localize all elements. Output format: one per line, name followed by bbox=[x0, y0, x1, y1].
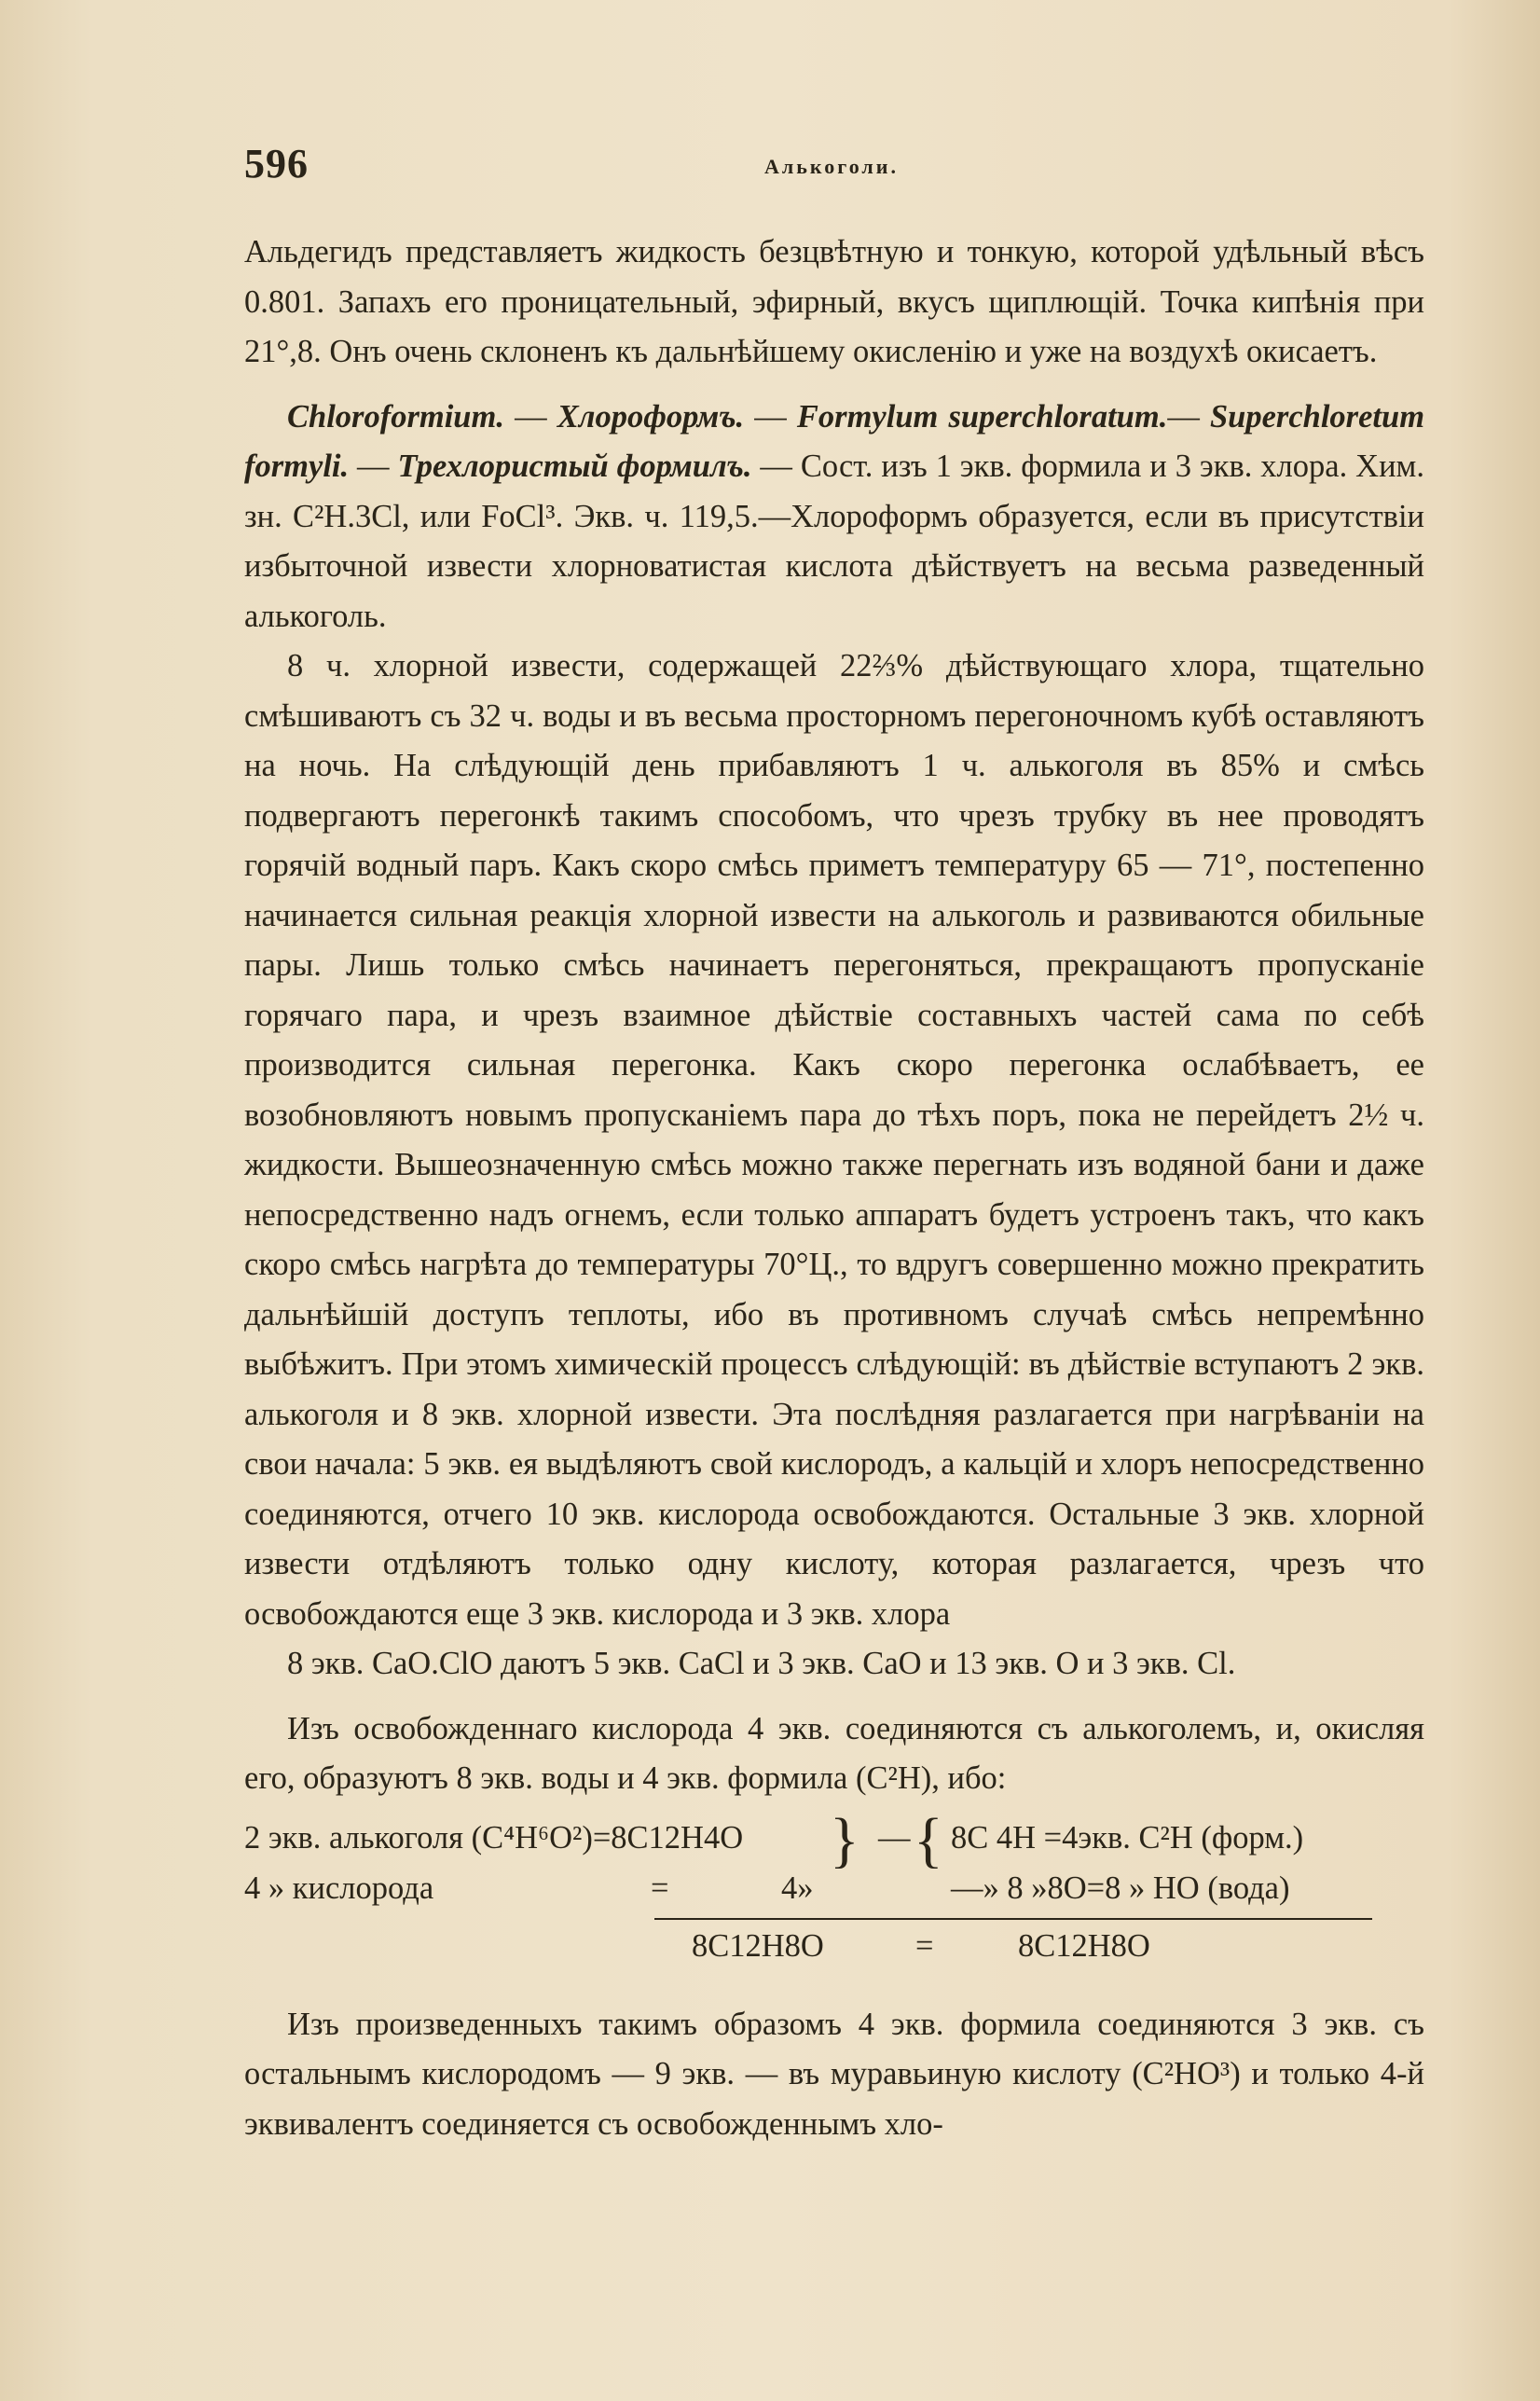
equation-total-equals: = bbox=[915, 1927, 934, 1964]
paragraph-preparation: 8 ч. хлорной извести, содержащей 22⅔% дѣйствующаго хлора, тщательно смѣшиваютъ съ 32 ч. воды и въ весьма просторномъ перегоночномъ кубѣ оставляютъ на ночь. На слѣдующій день прибавляютъ 1 ч. алькоголя въ 85% и смѣсь подвергаютъ перегонкѣ такимъ способомъ, что чрезъ трубку въ нее проводятъ горячій водный паръ. Какъ скоро смѣсь приметъ температуру 65 — 71°, постепенно начинается сильная реакція хлорной извести на алькоголь и развиваются обильные пары. Лишь только смѣсь начинаетъ перегоняться, прекращаютъ пропусканіе горячаго пара, и чрезъ взаимное дѣйствіе составныхъ частей сама по себѣ производится сильная перегонка. Какъ скоро перегонка ослабѣваетъ, ее возобновляютъ новымъ пропусканіемъ пара до тѣхъ поръ, пока не перейдетъ 2½ ч. жидкости. Вышеозначенную смѣсь можно также перегнать изъ водяной бани и даже непосредственно надъ огнемъ, если только аппаратъ будетъ устроенъ такъ, что какъ скоро смѣсь нагрѣта до температуры 70°Ц., то вдругъ совершенно можно прекратить дальнѣйшій доступъ теплоты, ибо въ противномъ случаѣ смѣсь непремѣнно выбѣжитъ. При этомъ химическій процессъ слѣдующій: въ дѣйствіе вступаютъ 2 экв. алькоголя и 8 экв. хлорной извести. Эта послѣдняя разлагается при нагрѣваніи на свои начала: 5 экв. ея выдѣляютъ свой кислородъ, а кальцій и хлоръ непосредственно соединяются, отчего 10 экв. кислорода освобождаются. Остальные 3 экв. хлорной извести отдѣляютъ только одну кислоту, которая разлагается, чрезъ что освобождаются еще 3 экв. кислорода и 3 экв. хлора bbox=[244, 648, 1424, 1632]
running-title: Алькоголи. bbox=[764, 155, 899, 178]
russian-synonym: Трехлористый формилъ. bbox=[397, 448, 752, 484]
dash: — bbox=[744, 398, 797, 435]
chloroform-description: — Сост. изъ 1 экв. формила и 3 экв. хлора. Хим. зн. C²H.3Cl, или FoCl³. Экв. ч. 119,5.—Хлороформъ образуется, если въ присутствіи избыточной извести хлорноватистая кислота дѣйствуетъ на весьма разведенный алькоголь. bbox=[244, 448, 1424, 634]
equation-row-2-equals: = bbox=[651, 1870, 669, 1906]
right-brace-icon: } bbox=[830, 1805, 859, 1874]
paragraph-chloroform bbox=[244, 393, 1424, 642]
latin-synonym-2: Superchloretum formyli. bbox=[244, 398, 1425, 484]
paragraph-aldehyde: Альдегидъ представляетъ жидкость безцвѣтную и тонкую, которой удѣльный вѣсъ 0.801. Запахъ его проницательный, эфирный, вкусъ щиплющій. Точка кипѣнія при 21°,8. Онъ очень склоненъ къ дальнѣйшему окисленію и уже на воздухѣ окисаетъ. bbox=[244, 234, 1424, 369]
equation-row-1-arrow: — bbox=[878, 1819, 911, 1856]
paragraph-final: Изъ произведенныхъ такимъ образомъ 4 экв. формила соединяются 3 экв. съ остальнымъ кислородомъ — 9 экв. — въ муравьиную кислоту (C²HO³) и только 4-й эквивалентъ соединяется съ освобожденнымъ хло- bbox=[244, 2006, 1424, 2142]
sum-rule bbox=[654, 1918, 1372, 1920]
dash: — bbox=[349, 448, 398, 484]
dash: — bbox=[503, 398, 557, 435]
body-text bbox=[244, 228, 1424, 2149]
equation-row-1-left: 2 экв. алькоголя (C⁴H⁶O²)=8C12H4O bbox=[244, 1819, 744, 1856]
left-brace-icon: { bbox=[914, 1805, 943, 1874]
equation-row-2-label: 4 » кислорода bbox=[244, 1870, 434, 1906]
paragraph-reaction: 8 экв. CaO.ClO даютъ 5 экв. CaCl и 3 экв. CaO и 13 экв. O и 3 экв. Cl. bbox=[287, 1646, 1236, 1681]
page-header bbox=[244, 140, 1419, 196]
latin-synonym: Formylum superchloratum. bbox=[796, 398, 1168, 435]
latin-name: Chloroformium. bbox=[287, 398, 504, 435]
russian-title: Хлороформъ. bbox=[557, 398, 745, 435]
paragraph-oxygen: Изъ освобожденнаго кислорода 4 экв. соединяются съ алькоголемъ, и, окисляя его, образуютъ 8 экв. воды и 4 экв. формила (C²H), ибо: bbox=[244, 1710, 1424, 1796]
equation-total-left: 8C12H8O bbox=[692, 1927, 824, 1964]
equation-row-2-amount: 4» bbox=[781, 1870, 814, 1906]
dash: — bbox=[1167, 398, 1210, 435]
equation-row-1-right: 8C 4H =4экв. C²H (форм.) bbox=[951, 1819, 1304, 1856]
chemical-equation bbox=[244, 1805, 1424, 2000]
equation-row-2-right: —» 8 »8O=8 » HO (вода) bbox=[951, 1870, 1290, 1906]
equation-total-right: 8C12H8O bbox=[1018, 1927, 1150, 1964]
page-number: 596 bbox=[244, 141, 309, 186]
